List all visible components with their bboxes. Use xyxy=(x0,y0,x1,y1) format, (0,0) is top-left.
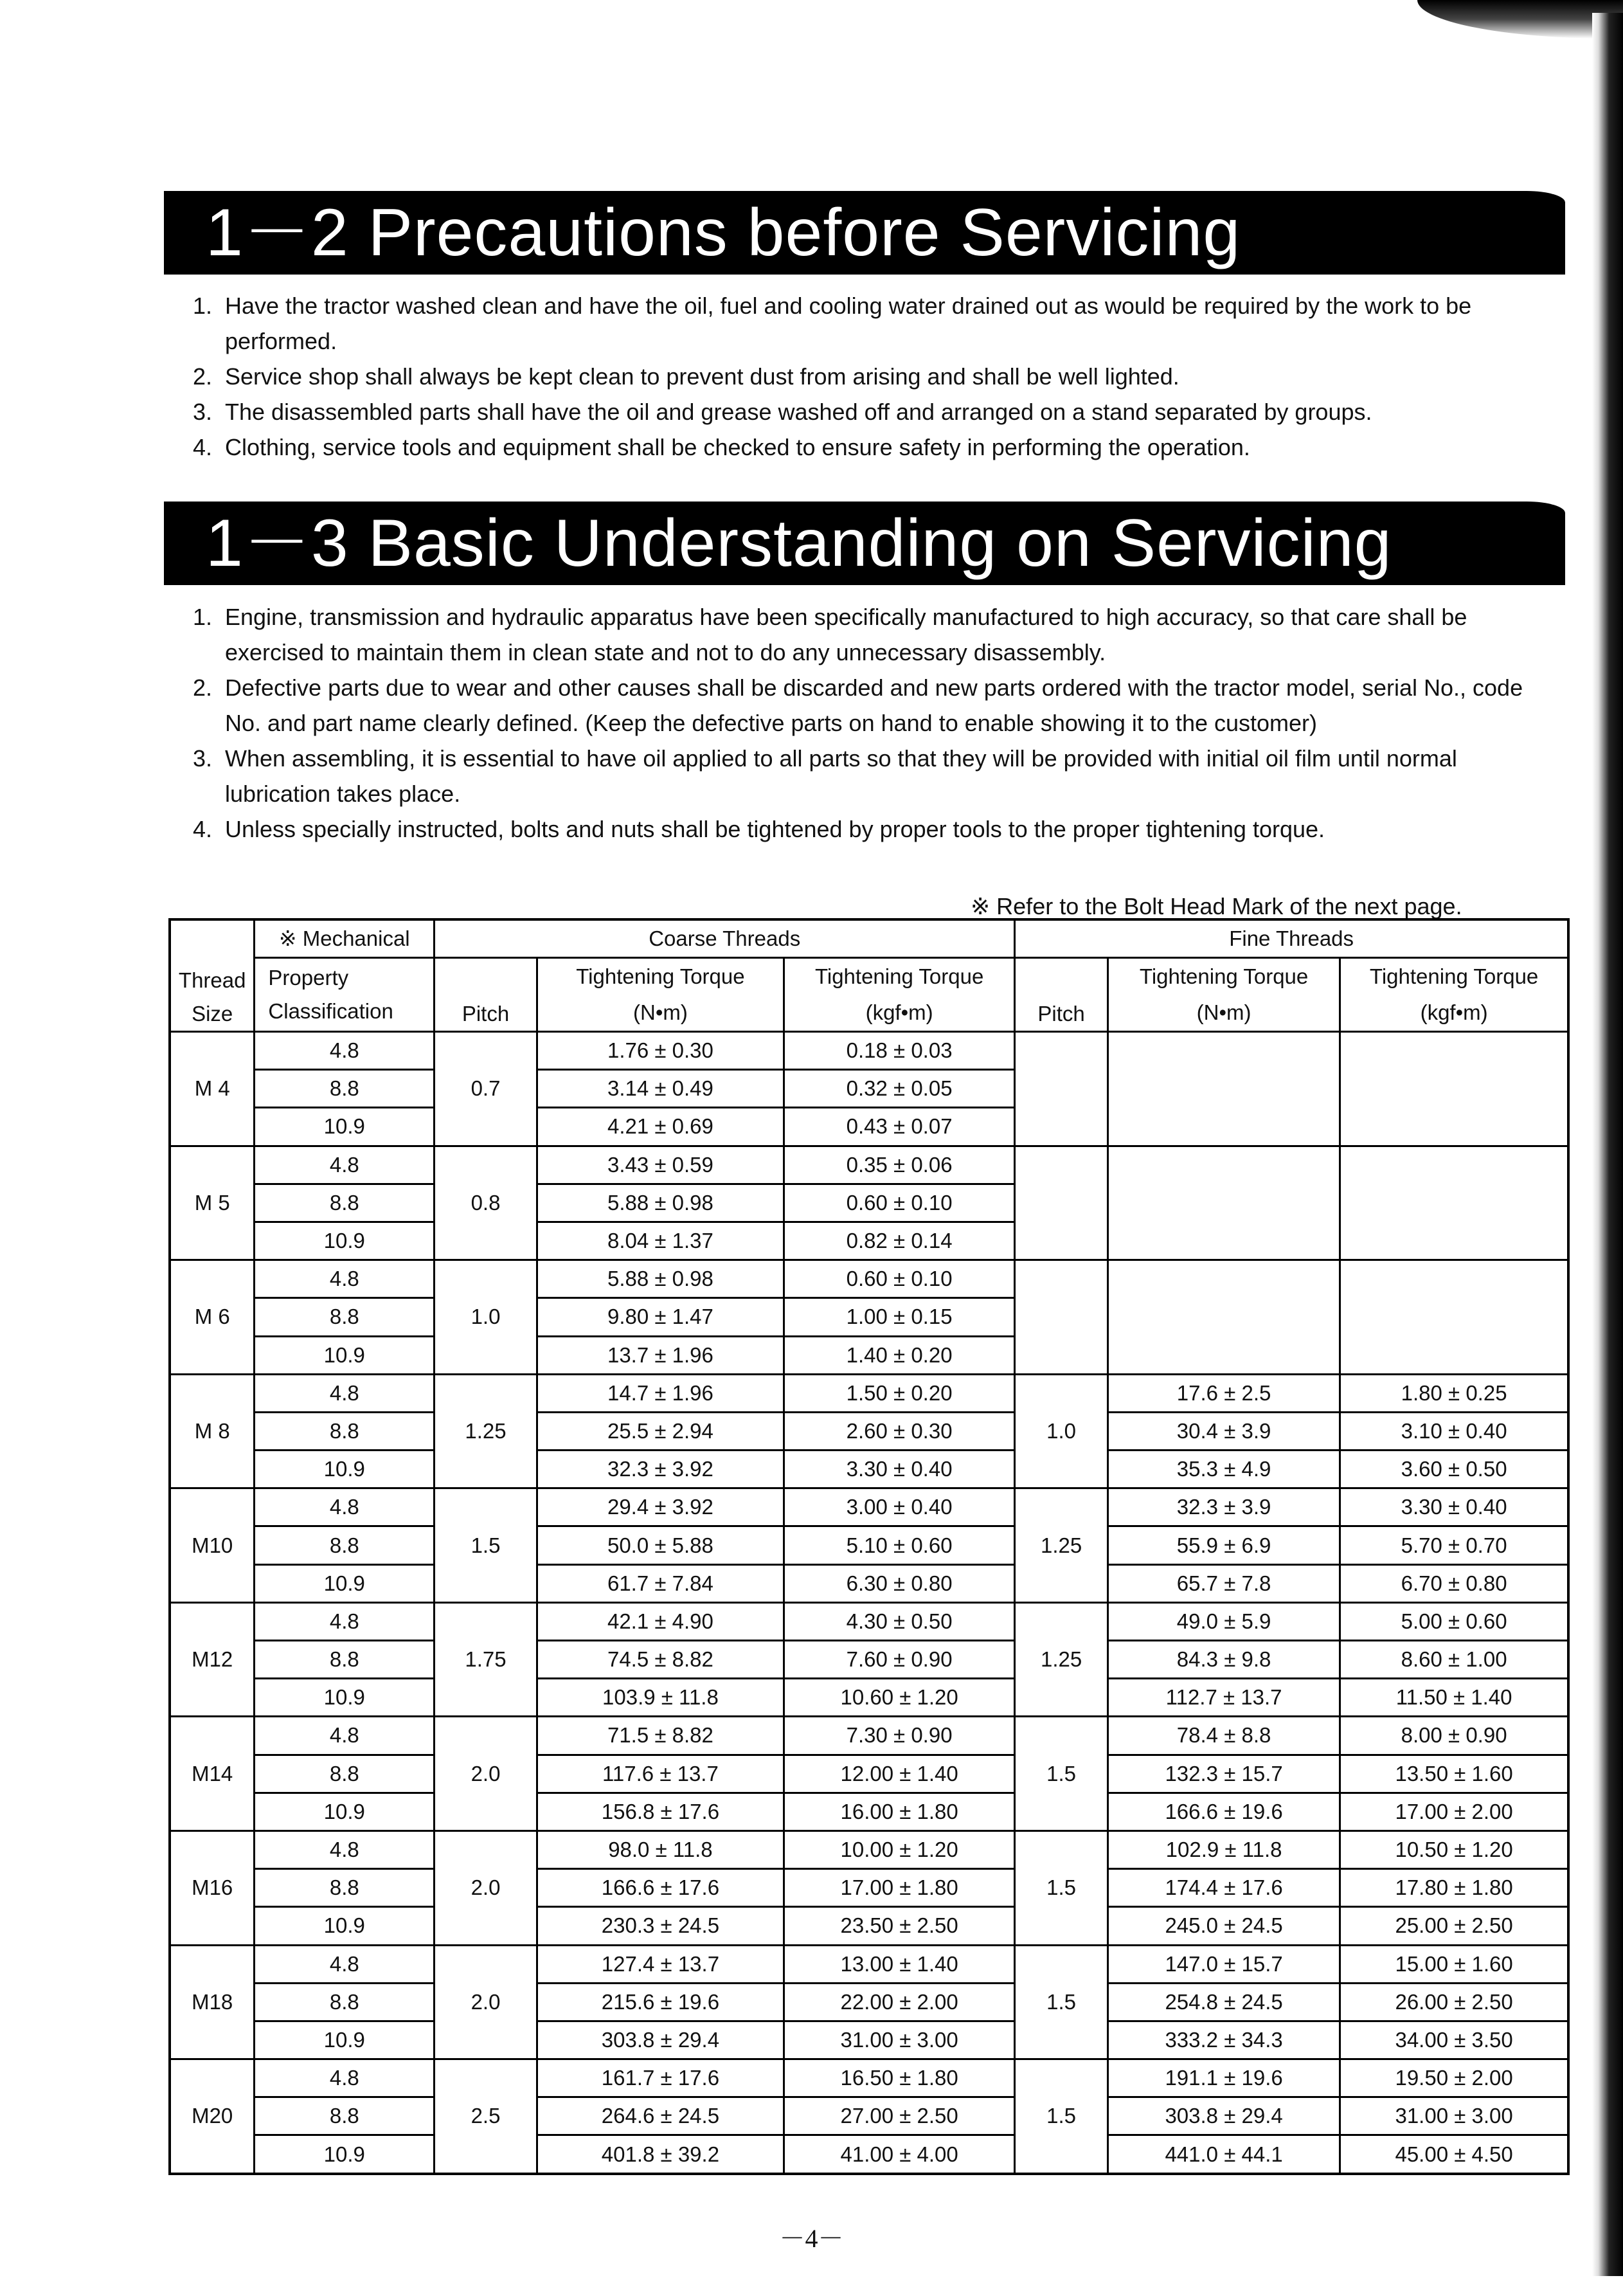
fine-pitch-cell: 1.5 xyxy=(1015,1717,1108,1831)
property-class-cell: 10.9 xyxy=(255,1907,435,1945)
fine-torque-kgf-cell: 26.00 ± 2.50 xyxy=(1340,1983,1568,2021)
coarse-pitch-cell: 2.5 xyxy=(435,2059,537,2174)
coarse-torque-kgf-cell: 4.30 ± 0.50 xyxy=(784,1602,1015,1640)
tightening-torque-table xyxy=(168,918,1570,2175)
fine-torque-kgf-cell: 3.30 ± 0.40 xyxy=(1340,1488,1568,1526)
bolt-head-mark-note: ※ Refer to the Bolt Head Mark of the next page. xyxy=(971,893,1462,919)
section-header-precautions xyxy=(164,191,1565,275)
coarse-torque-kgf-cell: 0.43 ± 0.07 xyxy=(784,1108,1015,1146)
table-row xyxy=(170,1830,1568,1868)
fine-pitch-cell: 1.5 xyxy=(1015,1945,1108,2059)
page-number: －4－ xyxy=(779,2224,844,2253)
property-class-cell: 4.8 xyxy=(255,1260,435,1298)
fine-torque-kgf-cell: 11.50 ± 1.40 xyxy=(1340,1679,1568,1717)
list-item: 3. When assembling, it is essential to have oil applied to all parts so that they will be provided with initial oil film until normal lubrication takes place. xyxy=(193,745,1457,807)
table-row xyxy=(170,1488,1568,1526)
header-property-classification: Property Classification xyxy=(255,958,435,1032)
fine-torque-nm-cell: 35.3 ± 4.9 xyxy=(1107,1451,1340,1488)
coarse-torque-nm-cell: 264.6 ± 24.5 xyxy=(537,2097,784,2135)
coarse-torque-nm-cell: 71.5 ± 8.82 xyxy=(537,1717,784,1755)
fine-torque-nm-cell xyxy=(1107,1032,1340,1146)
fine-torque-kgf-cell: 8.00 ± 0.90 xyxy=(1340,1717,1568,1755)
torque-table-body xyxy=(170,1032,1568,2174)
table-row xyxy=(170,1602,1568,1640)
coarse-torque-kgf-cell: 2.60 ± 0.30 xyxy=(784,1412,1015,1450)
property-class-cell: 4.8 xyxy=(255,1945,435,1983)
fine-torque-kgf-cell: 6.70 ± 0.80 xyxy=(1340,1564,1568,1602)
fine-torque-nm-cell: 147.0 ± 15.7 xyxy=(1107,1945,1340,1983)
coarse-torque-kgf-cell: 23.50 ± 2.50 xyxy=(784,1907,1015,1945)
section-title: 1－2 Precautions before Servicing xyxy=(206,195,1241,270)
fine-torque-kgf-cell: 5.00 ± 0.60 xyxy=(1340,1602,1568,1640)
coarse-torque-kgf-cell: 0.18 ± 0.03 xyxy=(784,1032,1015,1070)
fine-torque-kgf-cell: 19.50 ± 2.00 xyxy=(1340,2059,1568,2097)
fine-torque-nm-cell: 55.9 ± 6.9 xyxy=(1107,1526,1340,1564)
fine-torque-kgf-cell: 25.00 ± 2.50 xyxy=(1340,1907,1568,1945)
header-coarse-torque-kgf: Tightening Torque xyxy=(784,958,1015,995)
fine-torque-kgf-cell: 5.70 ± 0.70 xyxy=(1340,1526,1568,1564)
property-class-cell: 10.9 xyxy=(255,2021,435,2059)
fine-torque-kgf-cell: 3.60 ± 0.50 xyxy=(1340,1451,1568,1488)
property-class-cell: 8.8 xyxy=(255,1412,435,1450)
fine-torque-kgf-cell: 17.00 ± 2.00 xyxy=(1340,1793,1568,1830)
fine-torque-nm-cell: 102.9 ± 11.8 xyxy=(1107,1830,1340,1868)
header-fine-threads: Fine Threads xyxy=(1015,919,1568,958)
fine-torque-kgf-cell: 15.00 ± 1.60 xyxy=(1340,1945,1568,1983)
fine-torque-kgf-cell: 34.00 ± 3.50 xyxy=(1340,2021,1568,2059)
fine-torque-kgf-cell: 31.00 ± 3.00 xyxy=(1340,2097,1568,2135)
fine-torque-kgf-cell xyxy=(1340,1260,1568,1375)
precautions-list xyxy=(193,288,1549,465)
coarse-torque-nm-cell: 161.7 ± 17.6 xyxy=(537,2059,784,2097)
table-row xyxy=(170,2097,1568,2135)
coarse-torque-nm-cell: 3.14 ± 0.49 xyxy=(537,1070,784,1108)
coarse-torque-kgf-cell: 17.00 ± 1.80 xyxy=(784,1869,1015,1907)
table-row xyxy=(170,2135,1568,2174)
property-class-cell: 8.8 xyxy=(255,1526,435,1564)
fine-torque-nm-cell: 84.3 ± 9.8 xyxy=(1107,1641,1340,1679)
table-row xyxy=(170,1032,1568,1070)
list-item: 4. Clothing, service tools and equipment shall be checked to ensure safety in performing the operation. xyxy=(193,434,1250,460)
property-class-cell: 10.9 xyxy=(255,1679,435,1717)
fine-torque-kgf-cell: 13.50 ± 1.60 xyxy=(1340,1755,1568,1793)
table-row xyxy=(170,1260,1568,1298)
coarse-pitch-cell: 1.0 xyxy=(435,1260,537,1375)
coarse-torque-kgf-cell: 22.00 ± 2.00 xyxy=(784,1983,1015,2021)
fine-torque-kgf-cell xyxy=(1340,1032,1568,1146)
fine-torque-nm-cell: 303.8 ± 29.4 xyxy=(1107,2097,1340,2135)
header-unit-nm: (N•m) xyxy=(537,995,784,1032)
fine-pitch-cell: 1.5 xyxy=(1015,2059,1108,2174)
header-fine-pitch: Pitch xyxy=(1015,958,1108,1032)
table-row xyxy=(170,2021,1568,2059)
coarse-torque-nm-cell: 25.5 ± 2.94 xyxy=(537,1412,784,1450)
coarse-torque-kgf-cell: 3.30 ± 0.40 xyxy=(784,1451,1015,1488)
property-class-cell: 8.8 xyxy=(255,1641,435,1679)
property-class-cell: 10.9 xyxy=(255,1451,435,1488)
table-row xyxy=(170,1641,1568,1679)
coarse-torque-nm-cell: 13.7 ± 1.96 xyxy=(537,1336,784,1374)
fine-pitch-cell xyxy=(1015,1260,1108,1375)
table-row xyxy=(170,2059,1568,2097)
coarse-pitch-cell: 2.0 xyxy=(435,1717,537,1831)
fine-torque-kgf-cell xyxy=(1340,1146,1568,1260)
coarse-torque-nm-cell: 166.6 ± 17.6 xyxy=(537,1869,784,1907)
fine-torque-kgf-cell: 17.80 ± 1.80 xyxy=(1340,1869,1568,1907)
section-title: 1－3 Basic Understanding on Servicing xyxy=(206,506,1392,581)
coarse-pitch-cell: 2.0 xyxy=(435,1945,537,2059)
property-class-cell: 4.8 xyxy=(255,1146,435,1184)
table-row xyxy=(170,1374,1568,1412)
property-class-cell: 4.8 xyxy=(255,1032,435,1070)
fine-pitch-cell xyxy=(1015,1032,1108,1146)
coarse-torque-nm-cell: 8.04 ± 1.37 xyxy=(537,1222,784,1260)
property-class-cell: 8.8 xyxy=(255,1184,435,1222)
fine-pitch-cell: 1.5 xyxy=(1015,1830,1108,1945)
fine-torque-nm-cell: 65.7 ± 7.8 xyxy=(1107,1564,1340,1602)
header-mechanical: ※ Mechanical xyxy=(255,919,435,958)
coarse-torque-nm-cell: 127.4 ± 13.7 xyxy=(537,1945,784,1983)
coarse-torque-kgf-cell: 13.00 ± 1.40 xyxy=(784,1945,1015,1983)
coarse-torque-nm-cell: 14.7 ± 1.96 xyxy=(537,1374,784,1412)
scan-shadow-edge xyxy=(1592,13,1623,2276)
coarse-pitch-cell: 0.7 xyxy=(435,1032,537,1146)
table-row xyxy=(170,1755,1568,1793)
property-class-cell: 8.8 xyxy=(255,1755,435,1793)
coarse-torque-nm-cell: 5.88 ± 0.98 xyxy=(537,1184,784,1222)
table-row xyxy=(170,1983,1568,2021)
list-item: 3. The disassembled parts shall have the oil and grease washed off and arranged on a stand separated by groups. xyxy=(193,399,1372,425)
property-class-cell: 4.8 xyxy=(255,1717,435,1755)
coarse-torque-kgf-cell: 41.00 ± 4.00 xyxy=(784,2135,1015,2174)
thread-size-cell: M 6 xyxy=(170,1260,255,1375)
fine-torque-kgf-cell: 8.60 ± 1.00 xyxy=(1340,1641,1568,1679)
coarse-torque-nm-cell: 9.80 ± 1.47 xyxy=(537,1298,784,1336)
property-class-cell: 8.8 xyxy=(255,2097,435,2135)
fine-torque-nm-cell: 30.4 ± 3.9 xyxy=(1107,1412,1340,1450)
thread-size-cell: M14 xyxy=(170,1717,255,1831)
basic-understanding-list xyxy=(193,599,1549,847)
fine-torque-nm-cell: 441.0 ± 44.1 xyxy=(1107,2135,1340,2174)
coarse-torque-kgf-cell: 7.30 ± 0.90 xyxy=(784,1717,1015,1755)
list-item: 2. Defective parts due to wear and other causes shall be discarded and new parts ordered with the tractor model, serial No., code No. and part name clearly defined. (Keep the defective parts on hand to enable showing it to the customer) xyxy=(193,674,1523,736)
fine-torque-kgf-cell: 1.80 ± 0.25 xyxy=(1340,1374,1568,1412)
coarse-torque-nm-cell: 117.6 ± 13.7 xyxy=(537,1755,784,1793)
property-class-cell: 4.8 xyxy=(255,1830,435,1868)
table-row xyxy=(170,1679,1568,1717)
table-row xyxy=(170,1945,1568,1983)
fine-torque-kgf-cell: 10.50 ± 1.20 xyxy=(1340,1830,1568,1868)
coarse-pitch-cell: 1.5 xyxy=(435,1488,537,1603)
coarse-torque-kgf-cell: 0.60 ± 0.10 xyxy=(784,1184,1015,1222)
property-class-cell: 10.9 xyxy=(255,2135,435,2174)
fine-torque-nm-cell xyxy=(1107,1260,1340,1375)
thread-size-cell: M16 xyxy=(170,1830,255,1945)
coarse-torque-kgf-cell: 27.00 ± 2.50 xyxy=(784,2097,1015,2135)
table-row xyxy=(170,1451,1568,1488)
thread-size-cell: M 5 xyxy=(170,1146,255,1260)
coarse-torque-kgf-cell: 7.60 ± 0.90 xyxy=(784,1641,1015,1679)
table-row xyxy=(170,1793,1568,1830)
fine-torque-nm-cell: 17.6 ± 2.5 xyxy=(1107,1374,1340,1412)
list-item: 1. Have the tractor washed clean and have the oil, fuel and cooling water drained out as would be required by the work to be performed. xyxy=(193,293,1472,354)
fine-torque-nm-cell: 166.6 ± 19.6 xyxy=(1107,1793,1340,1830)
fine-torque-nm-cell: 32.3 ± 3.9 xyxy=(1107,1488,1340,1526)
fine-torque-nm-cell: 333.2 ± 34.3 xyxy=(1107,2021,1340,2059)
property-class-cell: 4.8 xyxy=(255,2059,435,2097)
coarse-torque-kgf-cell: 16.00 ± 1.80 xyxy=(784,1793,1015,1830)
thread-size-cell: M20 xyxy=(170,2059,255,2174)
fine-pitch-cell xyxy=(1015,1146,1108,1260)
header-unit-nm: (N•m) xyxy=(1107,995,1340,1032)
fine-torque-nm-cell: 49.0 ± 5.9 xyxy=(1107,1602,1340,1640)
property-class-cell: 10.9 xyxy=(255,1336,435,1374)
property-class-cell: 10.9 xyxy=(255,1222,435,1260)
coarse-pitch-cell: 1.75 xyxy=(435,1602,537,1717)
property-class-cell: 8.8 xyxy=(255,1869,435,1907)
table-row xyxy=(170,1907,1568,1945)
list-item: 2. Service shop shall always be kept clean to prevent dust from arising and shall be well lighted. xyxy=(193,363,1179,390)
list-item: 4. Unless specially instructed, bolts and nuts shall be tightened by proper tools to the proper tightening torque. xyxy=(193,816,1325,842)
coarse-torque-kgf-cell: 6.30 ± 0.80 xyxy=(784,1564,1015,1602)
property-class-cell: 8.8 xyxy=(255,1983,435,2021)
coarse-torque-nm-cell: 4.21 ± 0.69 xyxy=(537,1108,784,1146)
property-class-cell: 4.8 xyxy=(255,1488,435,1526)
coarse-torque-kgf-cell: 10.60 ± 1.20 xyxy=(784,1679,1015,1717)
coarse-torque-kgf-cell: 31.00 ± 3.00 xyxy=(784,2021,1015,2059)
coarse-torque-nm-cell: 1.76 ± 0.30 xyxy=(537,1032,784,1070)
property-class-cell: 10.9 xyxy=(255,1564,435,1602)
header-coarse-pitch: Pitch xyxy=(435,958,537,1032)
coarse-torque-kgf-cell: 0.32 ± 0.05 xyxy=(784,1070,1015,1108)
fine-pitch-cell: 1.0 xyxy=(1015,1374,1108,1488)
header-fine-torque-nm: Tightening Torque xyxy=(1107,958,1340,995)
coarse-torque-kgf-cell: 10.00 ± 1.20 xyxy=(784,1830,1015,1868)
header-thread-size: Thread Size xyxy=(170,919,255,1032)
coarse-torque-nm-cell: 103.9 ± 11.8 xyxy=(537,1679,784,1717)
table-row xyxy=(170,1146,1568,1184)
coarse-torque-nm-cell: 50.0 ± 5.88 xyxy=(537,1526,784,1564)
coarse-torque-nm-cell: 215.6 ± 19.6 xyxy=(537,1983,784,2021)
fine-pitch-cell: 1.25 xyxy=(1015,1602,1108,1717)
coarse-pitch-cell: 0.8 xyxy=(435,1146,537,1260)
fine-pitch-cell: 1.25 xyxy=(1015,1488,1108,1603)
coarse-pitch-cell: 2.0 xyxy=(435,1830,537,1945)
fine-torque-nm-cell: 245.0 ± 24.5 xyxy=(1107,1907,1340,1945)
coarse-torque-nm-cell: 303.8 ± 29.4 xyxy=(537,2021,784,2059)
coarse-torque-nm-cell: 29.4 ± 3.92 xyxy=(537,1488,784,1526)
property-class-cell: 8.8 xyxy=(255,1298,435,1336)
fine-torque-nm-cell: 174.4 ± 17.6 xyxy=(1107,1869,1340,1907)
coarse-torque-nm-cell: 42.1 ± 4.90 xyxy=(537,1602,784,1640)
coarse-torque-nm-cell: 3.43 ± 0.59 xyxy=(537,1146,784,1184)
table-row xyxy=(170,1869,1568,1907)
fine-torque-nm-cell xyxy=(1107,1146,1340,1260)
fine-torque-nm-cell: 254.8 ± 24.5 xyxy=(1107,1983,1340,2021)
header-coarse-torque-nm: Tightening Torque xyxy=(537,958,784,995)
coarse-torque-nm-cell: 5.88 ± 0.98 xyxy=(537,1260,784,1298)
coarse-torque-kgf-cell: 0.35 ± 0.06 xyxy=(784,1146,1015,1184)
property-class-cell: 10.9 xyxy=(255,1793,435,1830)
coarse-torque-nm-cell: 401.8 ± 39.2 xyxy=(537,2135,784,2174)
header-unit-kgf: (kgf•m) xyxy=(784,995,1015,1032)
coarse-torque-kgf-cell: 3.00 ± 0.40 xyxy=(784,1488,1015,1526)
coarse-torque-kgf-cell: 1.40 ± 0.20 xyxy=(784,1336,1015,1374)
coarse-torque-kgf-cell: 0.82 ± 0.14 xyxy=(784,1222,1015,1260)
header-coarse-threads: Coarse Threads xyxy=(435,919,1015,958)
coarse-torque-nm-cell: 32.3 ± 3.92 xyxy=(537,1451,784,1488)
fine-torque-nm-cell: 112.7 ± 13.7 xyxy=(1107,1679,1340,1717)
thread-size-cell: M10 xyxy=(170,1488,255,1603)
list-item: 1. Engine, transmission and hydraulic apparatus have been specifically manufactured to high accuracy, so that care shall be exercised to maintain them in clean state and not to do any unnecessary disassembly. xyxy=(193,604,1467,665)
thread-size-cell: M 8 xyxy=(170,1374,255,1488)
coarse-torque-kgf-cell: 12.00 ± 1.40 xyxy=(784,1755,1015,1793)
property-class-cell: 4.8 xyxy=(255,1374,435,1412)
coarse-torque-kgf-cell: 5.10 ± 0.60 xyxy=(784,1526,1015,1564)
coarse-pitch-cell: 1.25 xyxy=(435,1374,537,1488)
table-row xyxy=(170,1564,1568,1602)
table-row xyxy=(170,1526,1568,1564)
fine-torque-nm-cell: 78.4 ± 8.8 xyxy=(1107,1717,1340,1755)
property-class-cell: 8.8 xyxy=(255,1070,435,1108)
coarse-torque-nm-cell: 61.7 ± 7.84 xyxy=(537,1564,784,1602)
coarse-torque-kgf-cell: 1.50 ± 0.20 xyxy=(784,1374,1015,1412)
coarse-torque-kgf-cell: 16.50 ± 1.80 xyxy=(784,2059,1015,2097)
section-header-basic-understanding xyxy=(164,502,1565,585)
header-unit-kgf: (kgf•m) xyxy=(1340,995,1568,1032)
fine-torque-nm-cell: 191.1 ± 19.6 xyxy=(1107,2059,1340,2097)
fine-torque-kgf-cell: 45.00 ± 4.50 xyxy=(1340,2135,1568,2174)
table-row xyxy=(170,1412,1568,1450)
property-class-cell: 10.9 xyxy=(255,1108,435,1146)
coarse-torque-kgf-cell: 0.60 ± 0.10 xyxy=(784,1260,1015,1298)
coarse-torque-nm-cell: 74.5 ± 8.82 xyxy=(537,1641,784,1679)
thread-size-cell: M 4 xyxy=(170,1032,255,1146)
coarse-torque-nm-cell: 98.0 ± 11.8 xyxy=(537,1830,784,1868)
fine-torque-kgf-cell: 3.10 ± 0.40 xyxy=(1340,1412,1568,1450)
fine-torque-nm-cell: 132.3 ± 15.7 xyxy=(1107,1755,1340,1793)
coarse-torque-kgf-cell: 1.00 ± 0.15 xyxy=(784,1298,1015,1336)
property-class-cell: 4.8 xyxy=(255,1602,435,1640)
thread-size-cell: M18 xyxy=(170,1945,255,2059)
coarse-torque-nm-cell: 156.8 ± 17.6 xyxy=(537,1793,784,1830)
coarse-torque-nm-cell: 230.3 ± 24.5 xyxy=(537,1907,784,1945)
table-row xyxy=(170,1717,1568,1755)
header-fine-torque-kgf: Tightening Torque xyxy=(1340,958,1568,995)
thread-size-cell: M12 xyxy=(170,1602,255,1717)
